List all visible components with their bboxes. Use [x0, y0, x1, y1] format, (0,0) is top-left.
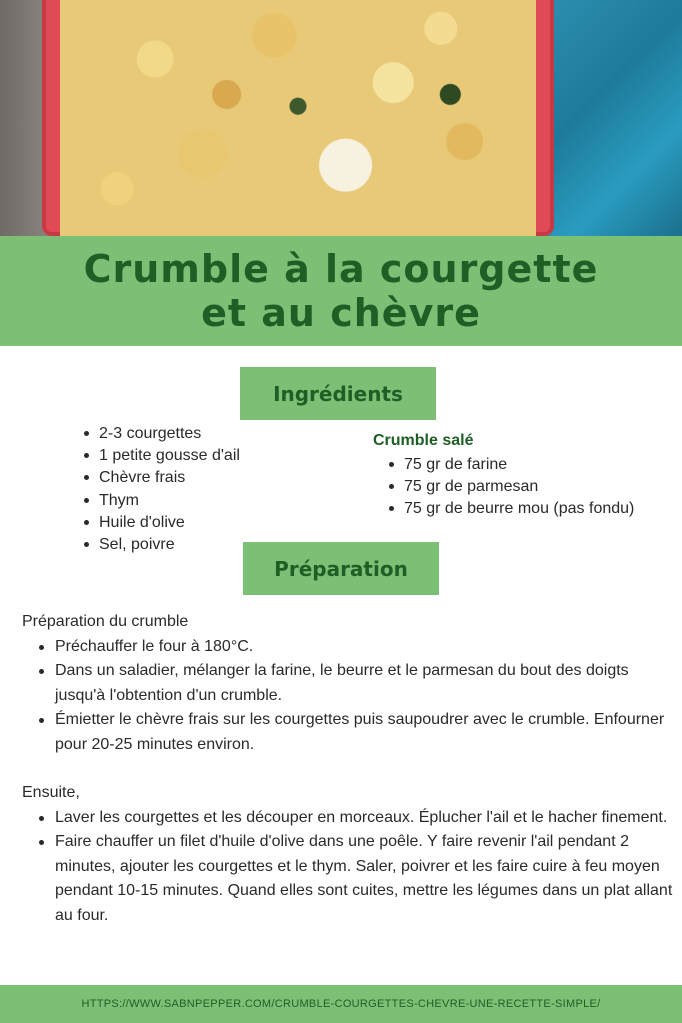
ingredients-list: [99, 423, 240, 556]
list-item: Huile d'olive: [99, 512, 240, 534]
ingredients-heading: Ingrédients: [240, 367, 436, 420]
list-item: Thym: [99, 490, 240, 512]
list-item: 2-3 courgettes: [99, 423, 240, 445]
prep-part2-title: Ensuite,: [22, 784, 80, 801]
list-item: Chèvre frais: [99, 467, 240, 489]
title-banner: [0, 236, 682, 346]
list-item: 1 petite gousse d'ail: [99, 445, 240, 467]
list-item: Faire chauffer un filet d'huile d'olive dans une poêle. Y faire revenir l'ail pendant 2 minutes, ajouter les courgettes et le thym. Saler, poivrer et les faire cuire à feu moyen pendant 10-15 minutes. Quand elles sont cuites, mettre les légumes dans un plat allant au four.: [55, 830, 674, 928]
crumble-subtitle: Crumble salé: [373, 432, 474, 449]
recipe-photo: [0, 0, 682, 236]
title-line-2: et au chèvre: [201, 291, 481, 335]
prep-part1-steps: [22, 635, 674, 758]
list-item: Émietter le chèvre frais sur les courgettes puis saupoudrer avec le crumble. Enfourner pour 20-25 minutes environ.: [55, 708, 674, 757]
preparation-heading: Préparation: [243, 542, 439, 595]
list-item: 75 gr de parmesan: [404, 476, 634, 498]
list-item: Dans un saladier, mélanger la farine, le beurre et le parmesan du bout des doigts jusqu'à l'obtention d'un crumble.: [55, 659, 674, 708]
title-line-1: Crumble à la courgette: [83, 247, 599, 291]
crumble-ingredients-list: [404, 454, 634, 521]
list-item: Sel, poivre: [99, 534, 240, 556]
prep-part1-title: Préparation du crumble: [22, 613, 189, 630]
source-url-footer: [0, 985, 682, 1023]
list-item: 75 gr de beurre mou (pas fondu): [404, 498, 634, 520]
list-item: Laver les courgettes et les découper en morceaux. Éplucher l'ail et le hacher finement.: [55, 806, 674, 831]
prep-part2-steps: [22, 806, 674, 929]
list-item: Préchauffer le four à 180°C.: [55, 635, 674, 660]
crumble-topping: [60, 0, 536, 236]
preparation-body: [22, 610, 674, 928]
list-item: 75 gr de farine: [404, 454, 634, 476]
source-url[interactable]: HTTPS://WWW.SABNPEPPER.COM/CRUMBLE-COURGETTES-CHEVRE-UNE-RECETTE-SIMPLE/: [81, 998, 601, 1010]
blue-towel: [545, 0, 682, 236]
